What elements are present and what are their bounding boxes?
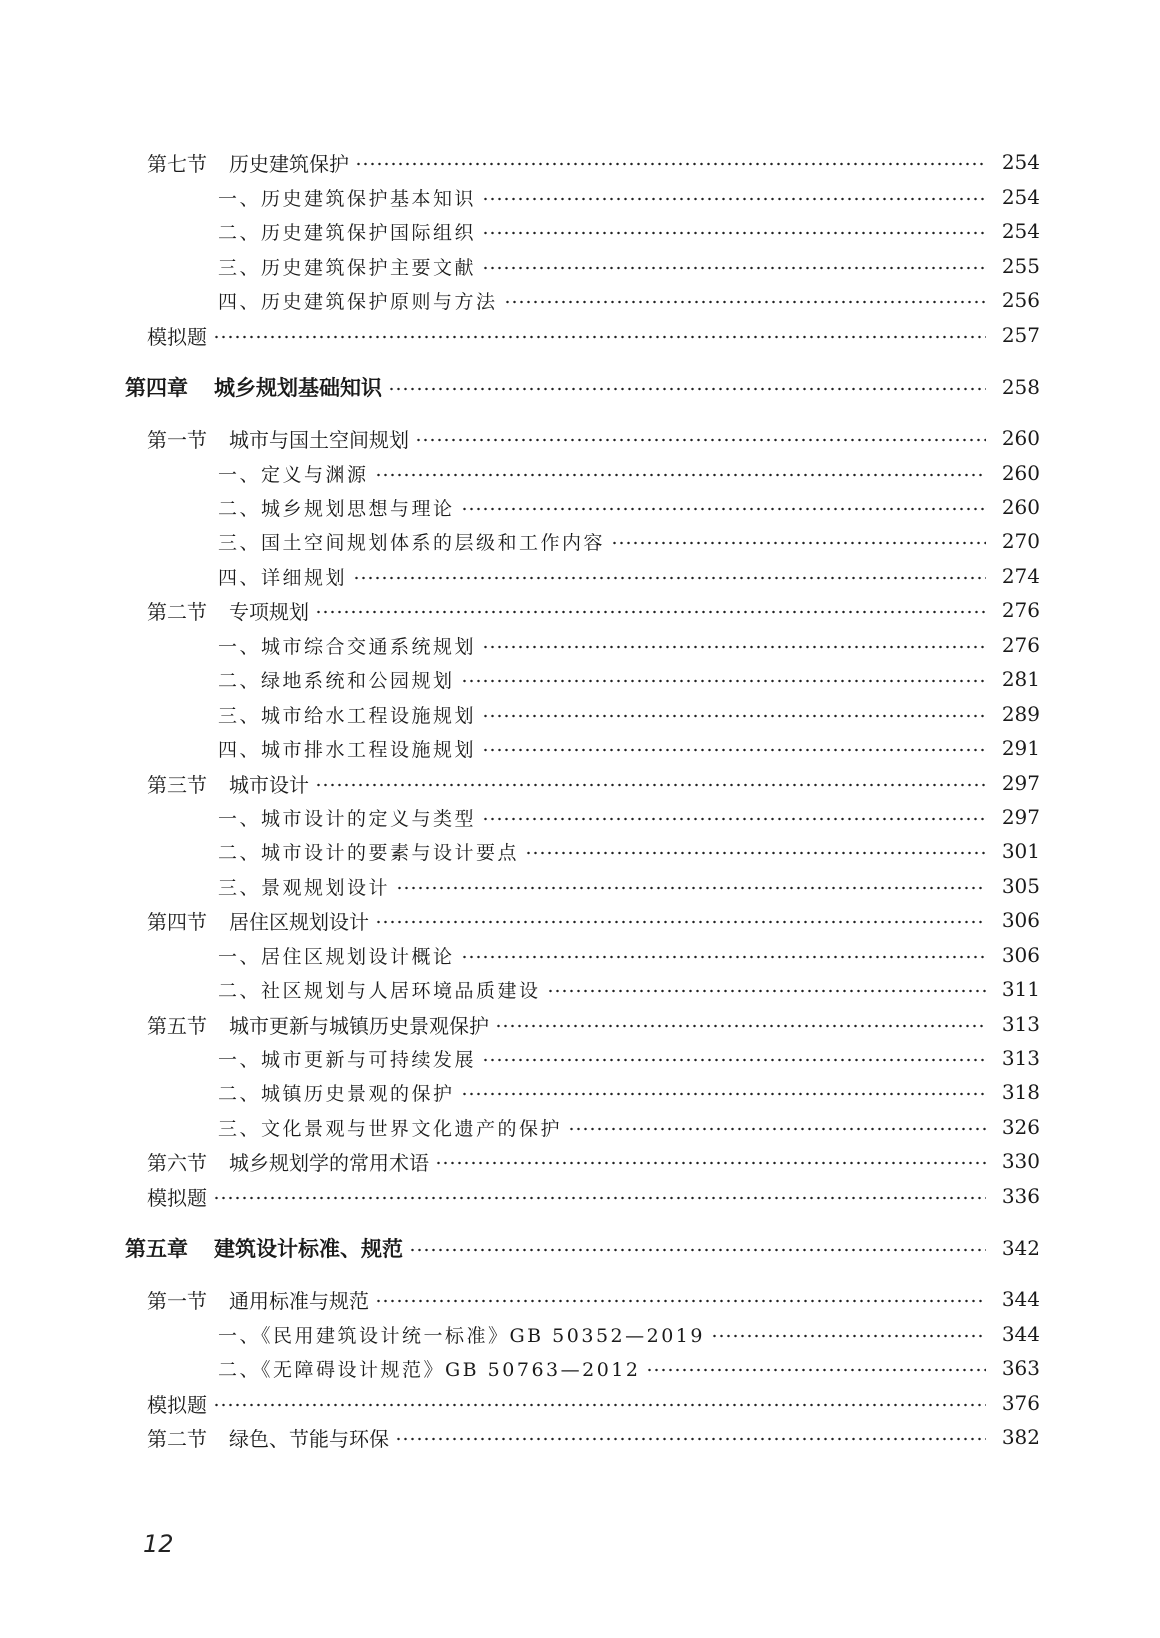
toc-page-number: 260 (1001, 426, 1040, 450)
toc-label (218, 563, 347, 590)
dot-leader (482, 645, 986, 649)
toc-page-number: 301 (1001, 839, 1040, 863)
toc-entry-section (0, 766, 1160, 800)
toc-label (147, 1285, 369, 1314)
dot-leader (646, 1368, 986, 1372)
toc-page-number: 270 (1001, 529, 1040, 553)
toc-label (218, 1045, 476, 1072)
toc-label (147, 148, 349, 177)
toc-title: 四、详细规划 (218, 566, 348, 589)
dot-leader (213, 1196, 986, 1200)
toc-page-number: 311 (1001, 977, 1040, 1001)
toc-entry-item (0, 180, 1160, 214)
toc-label (147, 1010, 489, 1039)
toc-label (218, 632, 476, 659)
toc-page-number: 363 (1001, 1356, 1040, 1380)
toc-title: 四、历史建筑保护原则与方法 (218, 290, 498, 313)
toc-title: 三、文化景观与世界文化遗产的保护 (218, 1117, 563, 1140)
toc-number: 第一节 (147, 427, 207, 452)
toc-number: 第五章 (125, 1237, 188, 1261)
toc-entry-section (0, 145, 1160, 179)
toc-number: 第三节 (147, 772, 207, 797)
toc-title: 二、城镇历史景观的保护 (218, 1082, 455, 1105)
toc-entry-item (0, 1351, 1160, 1385)
toc-title: 二、绿地系统和公园规划 (218, 669, 455, 692)
toc-page-number: 313 (1001, 1012, 1040, 1036)
toc-label (125, 372, 382, 402)
dot-leader (461, 1092, 986, 1096)
toc-number: 第二节 (147, 599, 207, 624)
toc-label (218, 1321, 705, 1348)
toc-label (218, 942, 455, 969)
toc-page-number: 254 (1001, 150, 1040, 174)
toc-entry-section (0, 421, 1160, 455)
toc-entry-item (0, 249, 1160, 283)
toc-page-number: 376 (1001, 1391, 1040, 1415)
toc-label (218, 1114, 562, 1141)
dot-leader (375, 473, 986, 477)
toc-page-number: 306 (1001, 908, 1040, 932)
toc-entry-section (0, 593, 1160, 627)
toc-page-number: 256 (1001, 288, 1040, 312)
toc-entry-item (0, 214, 1160, 248)
toc-title: 一、城市设计的定义与类型 (218, 807, 477, 830)
toc-entry-item (0, 662, 1160, 696)
toc-entry-item (0, 628, 1160, 662)
toc-page-number: 326 (1001, 1115, 1040, 1139)
toc-title: 通用标准与规范 (229, 1288, 369, 1313)
toc-title: 一、历史建筑保护基本知识 (218, 187, 477, 210)
dot-leader (482, 748, 986, 752)
toc-entry-item (0, 731, 1160, 765)
toc-page-number: 297 (1001, 805, 1040, 829)
toc-entry-item (0, 1110, 1160, 1144)
toc-page-number: 330 (1001, 1149, 1040, 1173)
toc-entry-section (0, 903, 1160, 937)
toc-entry-item (0, 283, 1160, 317)
toc-label (218, 184, 476, 211)
toc-page-number: 281 (1001, 667, 1040, 691)
toc-label (147, 1147, 429, 1176)
toc-title: 二、《无障碍设计规范》GB 50763—2012 (218, 1358, 641, 1381)
toc-label (218, 976, 541, 1003)
toc-page-number: 260 (1001, 461, 1040, 485)
dot-leader (396, 886, 986, 890)
toc-entry-item (0, 697, 1160, 731)
toc-title: 二、历史建筑保护国际组织 (218, 221, 477, 244)
toc-title: 一、《民用建筑设计统一标准》GB 50352—2019 (218, 1324, 705, 1347)
toc-number: 第一节 (147, 1288, 207, 1313)
toc-label (218, 735, 476, 762)
toc-entry-item (0, 490, 1160, 524)
dot-leader (395, 1437, 986, 1441)
toc-entry-plain (0, 1386, 1160, 1420)
toc-title: 居住区规划设计 (229, 909, 369, 934)
dot-leader (461, 955, 986, 959)
toc-label (218, 218, 476, 245)
toc-entry-chapter (0, 1231, 1160, 1265)
toc-entry-item (0, 1041, 1160, 1075)
toc-label (218, 287, 498, 314)
toc-label (218, 253, 476, 280)
dot-leader (353, 576, 986, 580)
dot-leader (375, 920, 986, 924)
toc-entry-plain (0, 318, 1160, 352)
toc-title: 三、历史建筑保护主要文献 (218, 256, 477, 279)
toc-entry-item (0, 559, 1160, 593)
toc-page-number: 254 (1001, 219, 1040, 243)
page-number: 12 (143, 1530, 174, 1558)
dot-leader (568, 1127, 986, 1131)
toc-title: 一、城市综合交通系统规划 (218, 635, 477, 658)
toc-title: 二、城市设计的要素与设计要点 (218, 841, 520, 864)
toc-page-number: 258 (1001, 375, 1040, 399)
toc-page-number: 291 (1001, 736, 1040, 760)
toc-title: 历史建筑保护 (229, 151, 349, 176)
toc-number: 第二节 (147, 1426, 207, 1451)
toc-label (147, 321, 207, 350)
toc-entry-item (0, 524, 1160, 558)
toc-page-number: 276 (1001, 598, 1040, 622)
toc-number: 第四节 (147, 909, 207, 934)
toc-entry-section (0, 1007, 1160, 1041)
toc-page-number: 313 (1001, 1046, 1040, 1070)
toc-label (125, 1233, 403, 1263)
toc-entry-chapter (0, 370, 1160, 404)
toc-title: 一、居住区规划设计概论 (218, 945, 455, 968)
dot-leader (375, 1299, 986, 1303)
dot-leader (525, 851, 986, 855)
toc-label (218, 528, 605, 555)
dot-leader (482, 197, 986, 201)
toc-page-number: 336 (1001, 1184, 1040, 1208)
toc-title: 绿色、节能与环保 (229, 1426, 389, 1451)
toc-title: 城市更新与城镇历史景观保护 (229, 1013, 489, 1038)
toc-entry-item (0, 834, 1160, 868)
toc-page-number: 318 (1001, 1080, 1040, 1104)
toc-entry-section (0, 1144, 1160, 1178)
toc-label (147, 1423, 389, 1452)
dot-leader (482, 231, 986, 235)
toc-label (218, 838, 519, 865)
toc-title: 三、景观规划设计 (218, 876, 391, 899)
toc-title: 城乡规划学的常用术语 (229, 1150, 429, 1175)
toc-title: 城市设计 (229, 772, 309, 797)
dot-leader (547, 989, 986, 993)
toc-title: 一、定义与渊源 (218, 463, 369, 486)
dot-leader (461, 679, 986, 683)
dot-leader (495, 1024, 986, 1028)
toc-title: 二、社区规划与人居环境品质建设 (218, 979, 541, 1002)
toc-label (147, 1389, 207, 1418)
toc-title: 三、城市给水工程设施规划 (218, 704, 477, 727)
toc-entry-item (0, 972, 1160, 1006)
toc-page-number: 297 (1001, 771, 1040, 795)
dot-leader (711, 1334, 986, 1338)
toc-number: 第七节 (147, 151, 207, 176)
dot-leader (355, 162, 986, 166)
toc-page-number: 344 (1001, 1322, 1040, 1346)
dot-leader (482, 266, 986, 270)
toc-page-number: 274 (1001, 564, 1040, 588)
toc-label (218, 1079, 455, 1106)
toc-label (147, 1182, 207, 1211)
toc-entry-item (0, 869, 1160, 903)
toc-entry-item (0, 800, 1160, 834)
dot-leader (415, 438, 986, 442)
toc-number: 第六节 (147, 1150, 207, 1175)
dot-leader (435, 1161, 986, 1165)
dot-leader (482, 714, 986, 718)
toc-label (218, 701, 476, 728)
toc-entry-item (0, 1075, 1160, 1109)
toc-label (147, 906, 369, 935)
toc-label (218, 460, 369, 487)
toc-title: 城市与国土空间规划 (229, 427, 409, 452)
toc-title: 四、城市排水工程设施规划 (218, 738, 477, 761)
dot-leader (315, 610, 986, 614)
toc-page-number: 306 (1001, 943, 1040, 967)
toc-entry-item (0, 938, 1160, 972)
dot-leader (315, 783, 986, 787)
toc-label (218, 804, 476, 831)
toc-title: 城乡规划基础知识 (214, 376, 382, 400)
toc-page-number: 254 (1001, 185, 1040, 209)
toc-number: 第四章 (125, 376, 188, 400)
toc-page-number: 305 (1001, 874, 1040, 898)
dot-leader (409, 1248, 986, 1252)
toc-label (218, 1355, 640, 1382)
toc-title: 建筑设计标准、规范 (214, 1237, 403, 1261)
toc-title: 二、城乡规划思想与理论 (218, 497, 455, 520)
toc-page-number: 257 (1001, 323, 1040, 347)
toc-title: 模拟题 (147, 1392, 207, 1417)
toc-page-number: 289 (1001, 702, 1040, 726)
toc-page-number: 255 (1001, 254, 1040, 278)
toc-entry-section (0, 1282, 1160, 1316)
toc-entry-plain (0, 1179, 1160, 1213)
toc-entry-item (0, 456, 1160, 490)
toc-label (218, 873, 390, 900)
toc-entry-item (0, 1317, 1160, 1351)
toc-number: 第五节 (147, 1013, 207, 1038)
toc-page-number: 276 (1001, 633, 1040, 657)
toc-label (147, 424, 409, 453)
toc-label (218, 494, 455, 521)
toc-title: 专项规划 (229, 599, 309, 624)
toc-page-number: 382 (1001, 1425, 1040, 1449)
dot-leader (461, 507, 986, 511)
toc-title: 模拟题 (147, 1185, 207, 1210)
dot-leader (213, 1403, 986, 1407)
dot-leader (504, 300, 986, 304)
toc-page-number: 260 (1001, 495, 1040, 519)
toc-entry-section (0, 1420, 1160, 1454)
dot-leader (482, 1058, 986, 1062)
toc-title: 一、城市更新与可持续发展 (218, 1048, 477, 1071)
toc-label (218, 666, 455, 693)
dot-leader (388, 387, 986, 391)
toc-title: 模拟题 (147, 324, 207, 349)
dot-leader (213, 335, 986, 339)
toc-label (147, 596, 309, 625)
toc-label (147, 769, 309, 798)
dot-leader (611, 541, 986, 545)
toc-page-number: 344 (1001, 1287, 1040, 1311)
dot-leader (482, 817, 986, 821)
toc-title: 三、国土空间规划体系的层级和工作内容 (218, 531, 606, 554)
toc-page-number: 342 (1001, 1236, 1040, 1260)
